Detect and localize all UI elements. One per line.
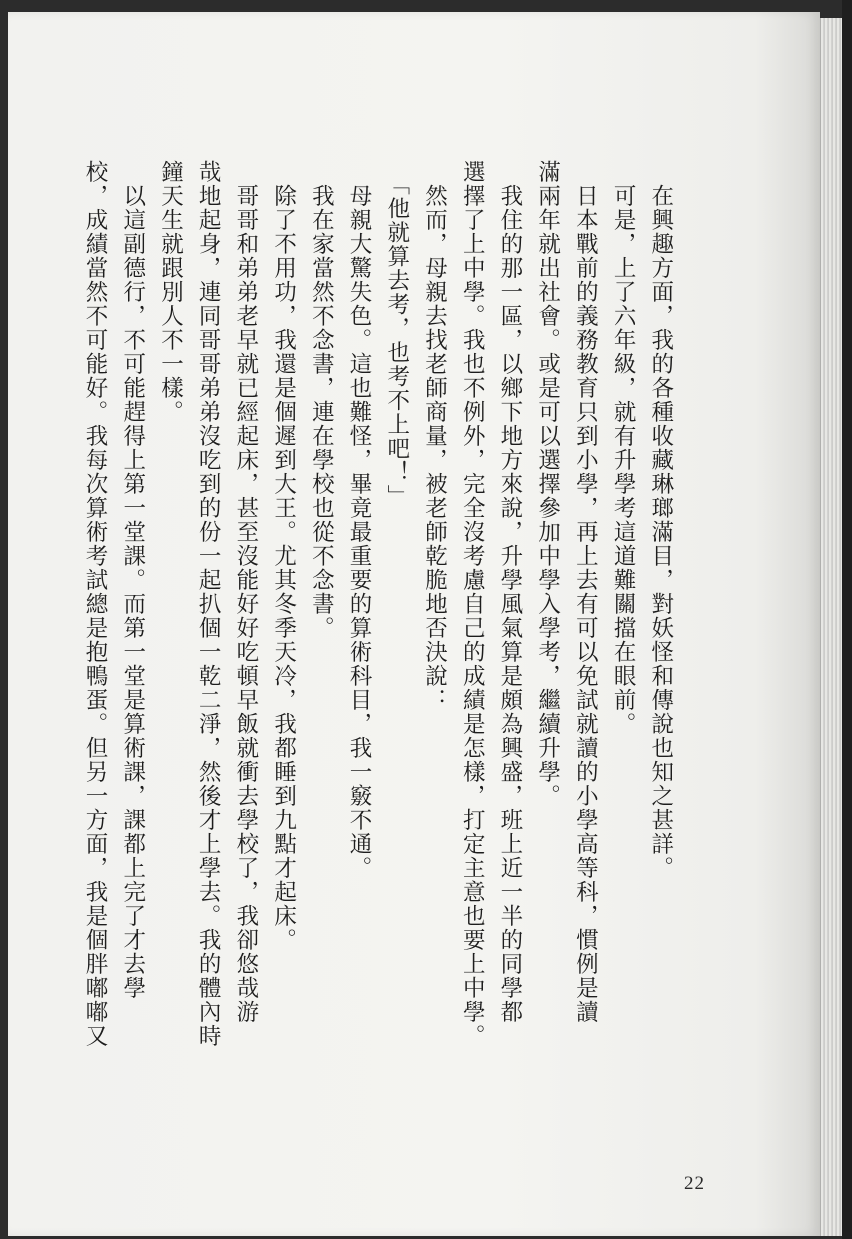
text-column: 我住的那一區，以鄉下地方來說，升學風氣算是頗為興盛，班上近一半的同學都 (496, 160, 523, 1024)
book-page (8, 12, 820, 1236)
text-column: 「他就算去考，也考不上吧！」 (383, 160, 410, 509)
text-column: 哉地起身，連同哥哥弟弟沒吃到的份一起扒個一乾二淨，然後才上學去。我的體內時 (195, 160, 222, 1048)
page-number: 22 (684, 1173, 705, 1194)
text-column: 在興趣方面，我的各種收藏琳瑯滿目，對妖怪和傳說也知之甚詳。 (647, 160, 674, 880)
text-column: 鐘天生就跟別人不一樣。 (157, 160, 184, 424)
vertical-text-block (78, 160, 678, 1110)
page-stack-edge (820, 18, 843, 1236)
text-column: 我在家當然不念書，連在學校也從不念書。 (308, 160, 335, 640)
text-column: 日本戰前的義務教育只到小學，再上去有可以免試就讀的小學高等科，慣例是讀 (572, 160, 599, 1024)
book-binding-shadow (842, 0, 852, 1239)
text-column: 母親大驚失色。這也難怪，畢竟最重要的算術科目，我一竅不通。 (346, 160, 373, 880)
text-column: 除了不用功，我還是個遲到大王。尤其冬季天冷，我都睡到九點才起床。 (270, 160, 297, 952)
text-column: 然而，母親去找老師商量，被老師乾脆地否決說： (421, 160, 448, 712)
text-column: 以這副德行，不可能趕得上第一堂課。而第一堂是算術課，課都上完了才去學 (119, 160, 146, 1000)
text-column: 哥哥和弟弟老早就已經起床，甚至沒能好好吃頓早飯就衝去學校了，我卻悠哉游 (232, 160, 259, 1024)
text-column: 滿兩年就出社會。或是可以選擇參加中學入學考，繼續升學。 (534, 160, 561, 808)
text-column: 可是，上了六年級，就有升學考這道難關擋在眼前。 (610, 160, 637, 736)
text-column: 選擇了上中學。我也不例外，完全沒考慮自己的成績是怎樣，打定主意也要上中學。 (459, 160, 486, 1048)
text-column: 校，成績當然不可能好。我每次算術考試總是抱鴨蛋。但另一方面，我是個胖嘟嘟又 (82, 160, 108, 1048)
